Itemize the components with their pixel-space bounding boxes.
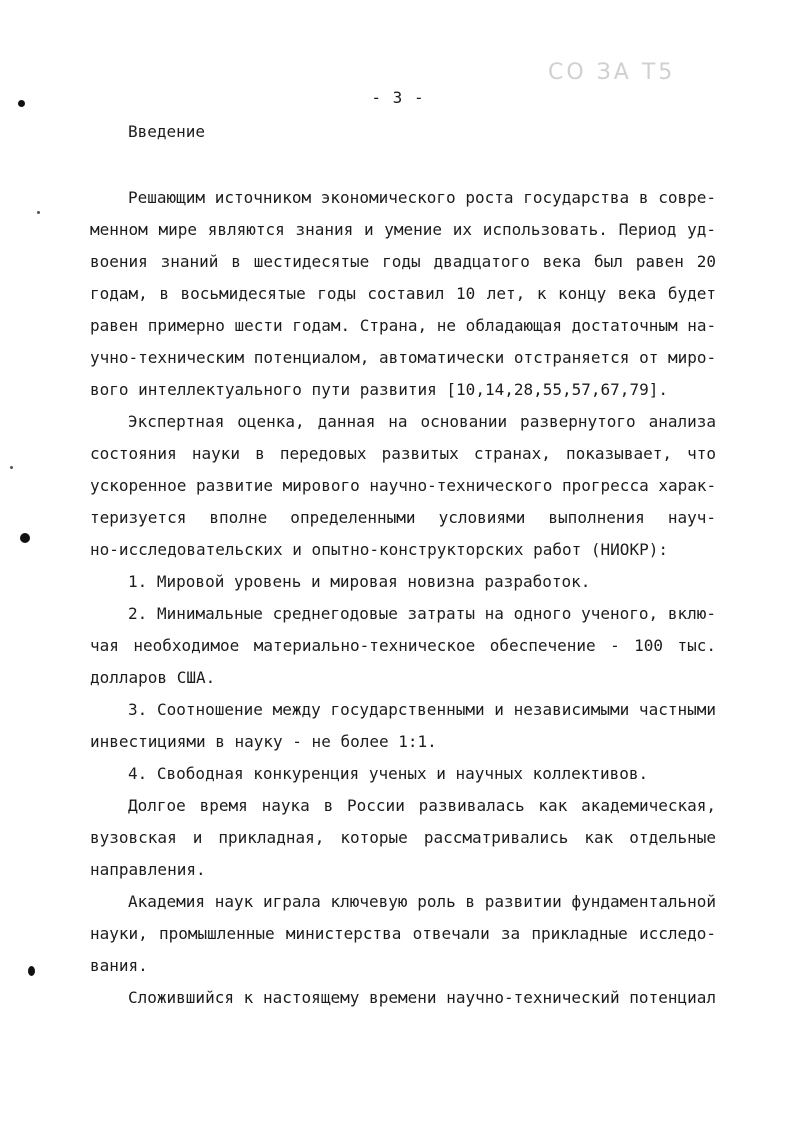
text-line: вания.	[90, 956, 148, 975]
text-line: науки, промышленные министерства отвечали за прикладные исследо-	[90, 924, 716, 943]
text-line: равен примерно шести годам. Страна, не обладающая достаточным на-	[90, 316, 717, 335]
text-line: годам, в восьмидесятые годы составил 10 лет, к концу века будет	[90, 284, 716, 303]
text-line: состояния науки в передовых развитых странах, показывает, что	[90, 444, 716, 463]
text-line: вого интеллектуального пути развития [10,14,28,55,57,67,79].	[90, 380, 668, 399]
text-line: учно-техническим потенциалом, автоматически отстраняется от миро-	[90, 348, 717, 367]
scan-mark	[10, 466, 13, 469]
text-line: долларов США.	[90, 668, 216, 687]
scan-mark	[18, 100, 25, 107]
scan-mark	[20, 533, 30, 543]
section-heading: Введение	[128, 122, 206, 141]
text-line: инвестициями в науку - не более 1:1.	[90, 732, 437, 751]
text-line: Решающим источником экономического роста государства в совре-	[128, 188, 716, 207]
text-line: теризуется вполне определенными условиями выполнения науч-	[90, 508, 716, 527]
text-line: вузовская и прикладная, которые рассматривались как отдельные	[90, 828, 716, 847]
archive-stamp: СО ЗА Т5	[548, 60, 676, 85]
text-line: чая необходимое материально-техническое обеспечение - 100 тыс.	[90, 636, 716, 655]
text-line: ускоренное развитие мирового научно-технического прогресса харак-	[90, 476, 717, 495]
text-line: Академия наук играла ключевую роль в развитии фундаментальной	[128, 892, 716, 911]
text-line: менном мире являются знания и умение их использовать. Период уд-	[90, 220, 716, 239]
scan-mark	[37, 211, 40, 214]
text-line: но-исследовательских и опытно-конструкторских работ (НИОКР):	[90, 540, 668, 559]
text-line: Долгое время наука в России развивалась как академическая,	[128, 796, 716, 815]
list-item: 2. Минимальные среднегодовые затраты на одного ученого, вклю-	[128, 604, 716, 623]
list-item: 1. Мировой уровень и мировая новизна разработок.	[128, 572, 591, 591]
text-line: Экспертная оценка, данная на основании развернутого анализа	[128, 412, 716, 431]
list-item: 4. Свободная конкуренция ученых и научных коллективов.	[128, 764, 649, 783]
list-item: 3. Соотношение между государственными и независимыми частными	[128, 700, 716, 719]
text-line: воения знаний в шестидесятые годы двадцатого века был равен 20	[90, 252, 716, 271]
scan-mark	[28, 966, 35, 976]
page-number: - 3 -	[371, 88, 425, 107]
body-text	[90, 182, 716, 1014]
text-line: Сложившийся к настоящему времени научно-технический потенциал	[128, 988, 716, 1007]
text-line: направления.	[90, 860, 206, 879]
